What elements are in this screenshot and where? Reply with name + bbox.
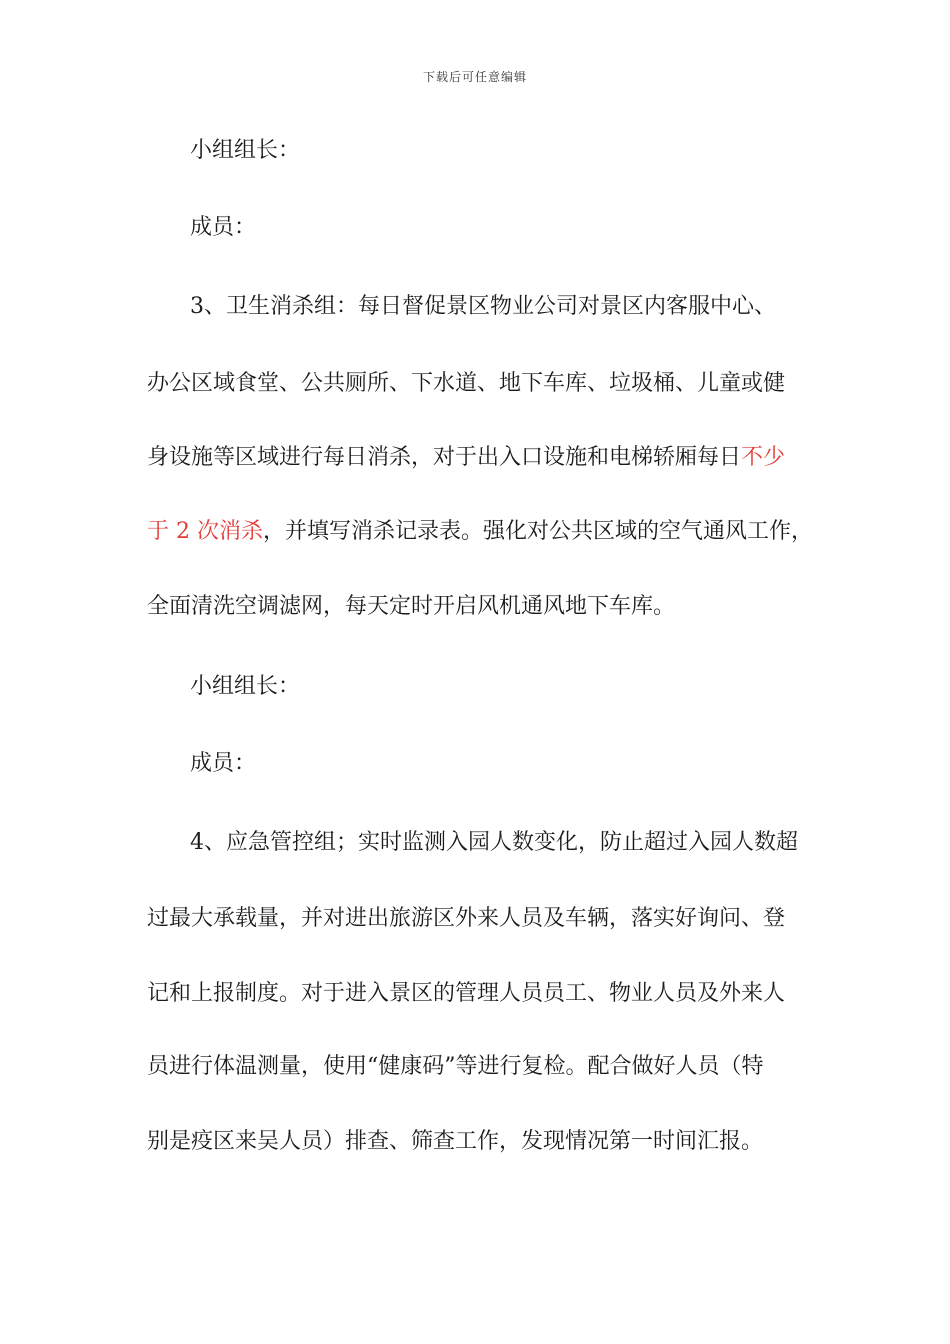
members-label-2: 成员： [190, 751, 257, 776]
paragraph-3-line-1: 3、卫生消杀组：每日督促景区物业公司对景区内客服中心、 [190, 294, 776, 319]
paragraph-3-line-5: 全面清洗空调滤网，每天定时开启风机通风地下车库。 [147, 594, 676, 619]
group-leader-label-2: 小组组长： [190, 674, 301, 699]
paragraph-3-text: ，并填写消杀记录表。强化对公共区域的空气通风工作， [262, 519, 813, 544]
paragraph-4-line-2: 过最大承载量，并对进出旅游区外来人员及车辆，落实好询问、登 [147, 906, 786, 931]
highlight-text: 不少 [741, 445, 786, 470]
paragraph-4-line-1: 4、应急管控组；实时监测入园人数变化，防止超过入园人数超 [190, 830, 798, 855]
highlight-text: 于 2 次消杀 [147, 519, 263, 544]
members-label-1: 成员： [190, 215, 257, 240]
paragraph-4-line-3: 记和上报制度。对于进入景区的管理人员员工、物业人员及外来人 [147, 981, 786, 1006]
paragraph-3-line-4 [147, 517, 817, 547]
paragraph-3-text: 身设施等区域进行每日消杀，对于出入口设施和电梯轿厢每日 [147, 445, 742, 470]
group-leader-label-1: 小组组长： [190, 138, 301, 163]
page-header: 下载后可任意编辑 [422, 70, 527, 84]
paragraph-4-line-5: 别是疫区来吴人员）排查、筛查工作，发现情况第一时间汇报。 [147, 1129, 764, 1154]
paragraph-3-line-3 [147, 443, 817, 473]
paragraph-3-line-2: 办公区域食堂、公共厕所、下水道、地下车库、垃圾桶、儿童或健 [147, 371, 786, 396]
paragraph-4-line-4: 员进行体温测量，使用“健康码”等进行复检。配合做好人员（特 [147, 1054, 764, 1079]
